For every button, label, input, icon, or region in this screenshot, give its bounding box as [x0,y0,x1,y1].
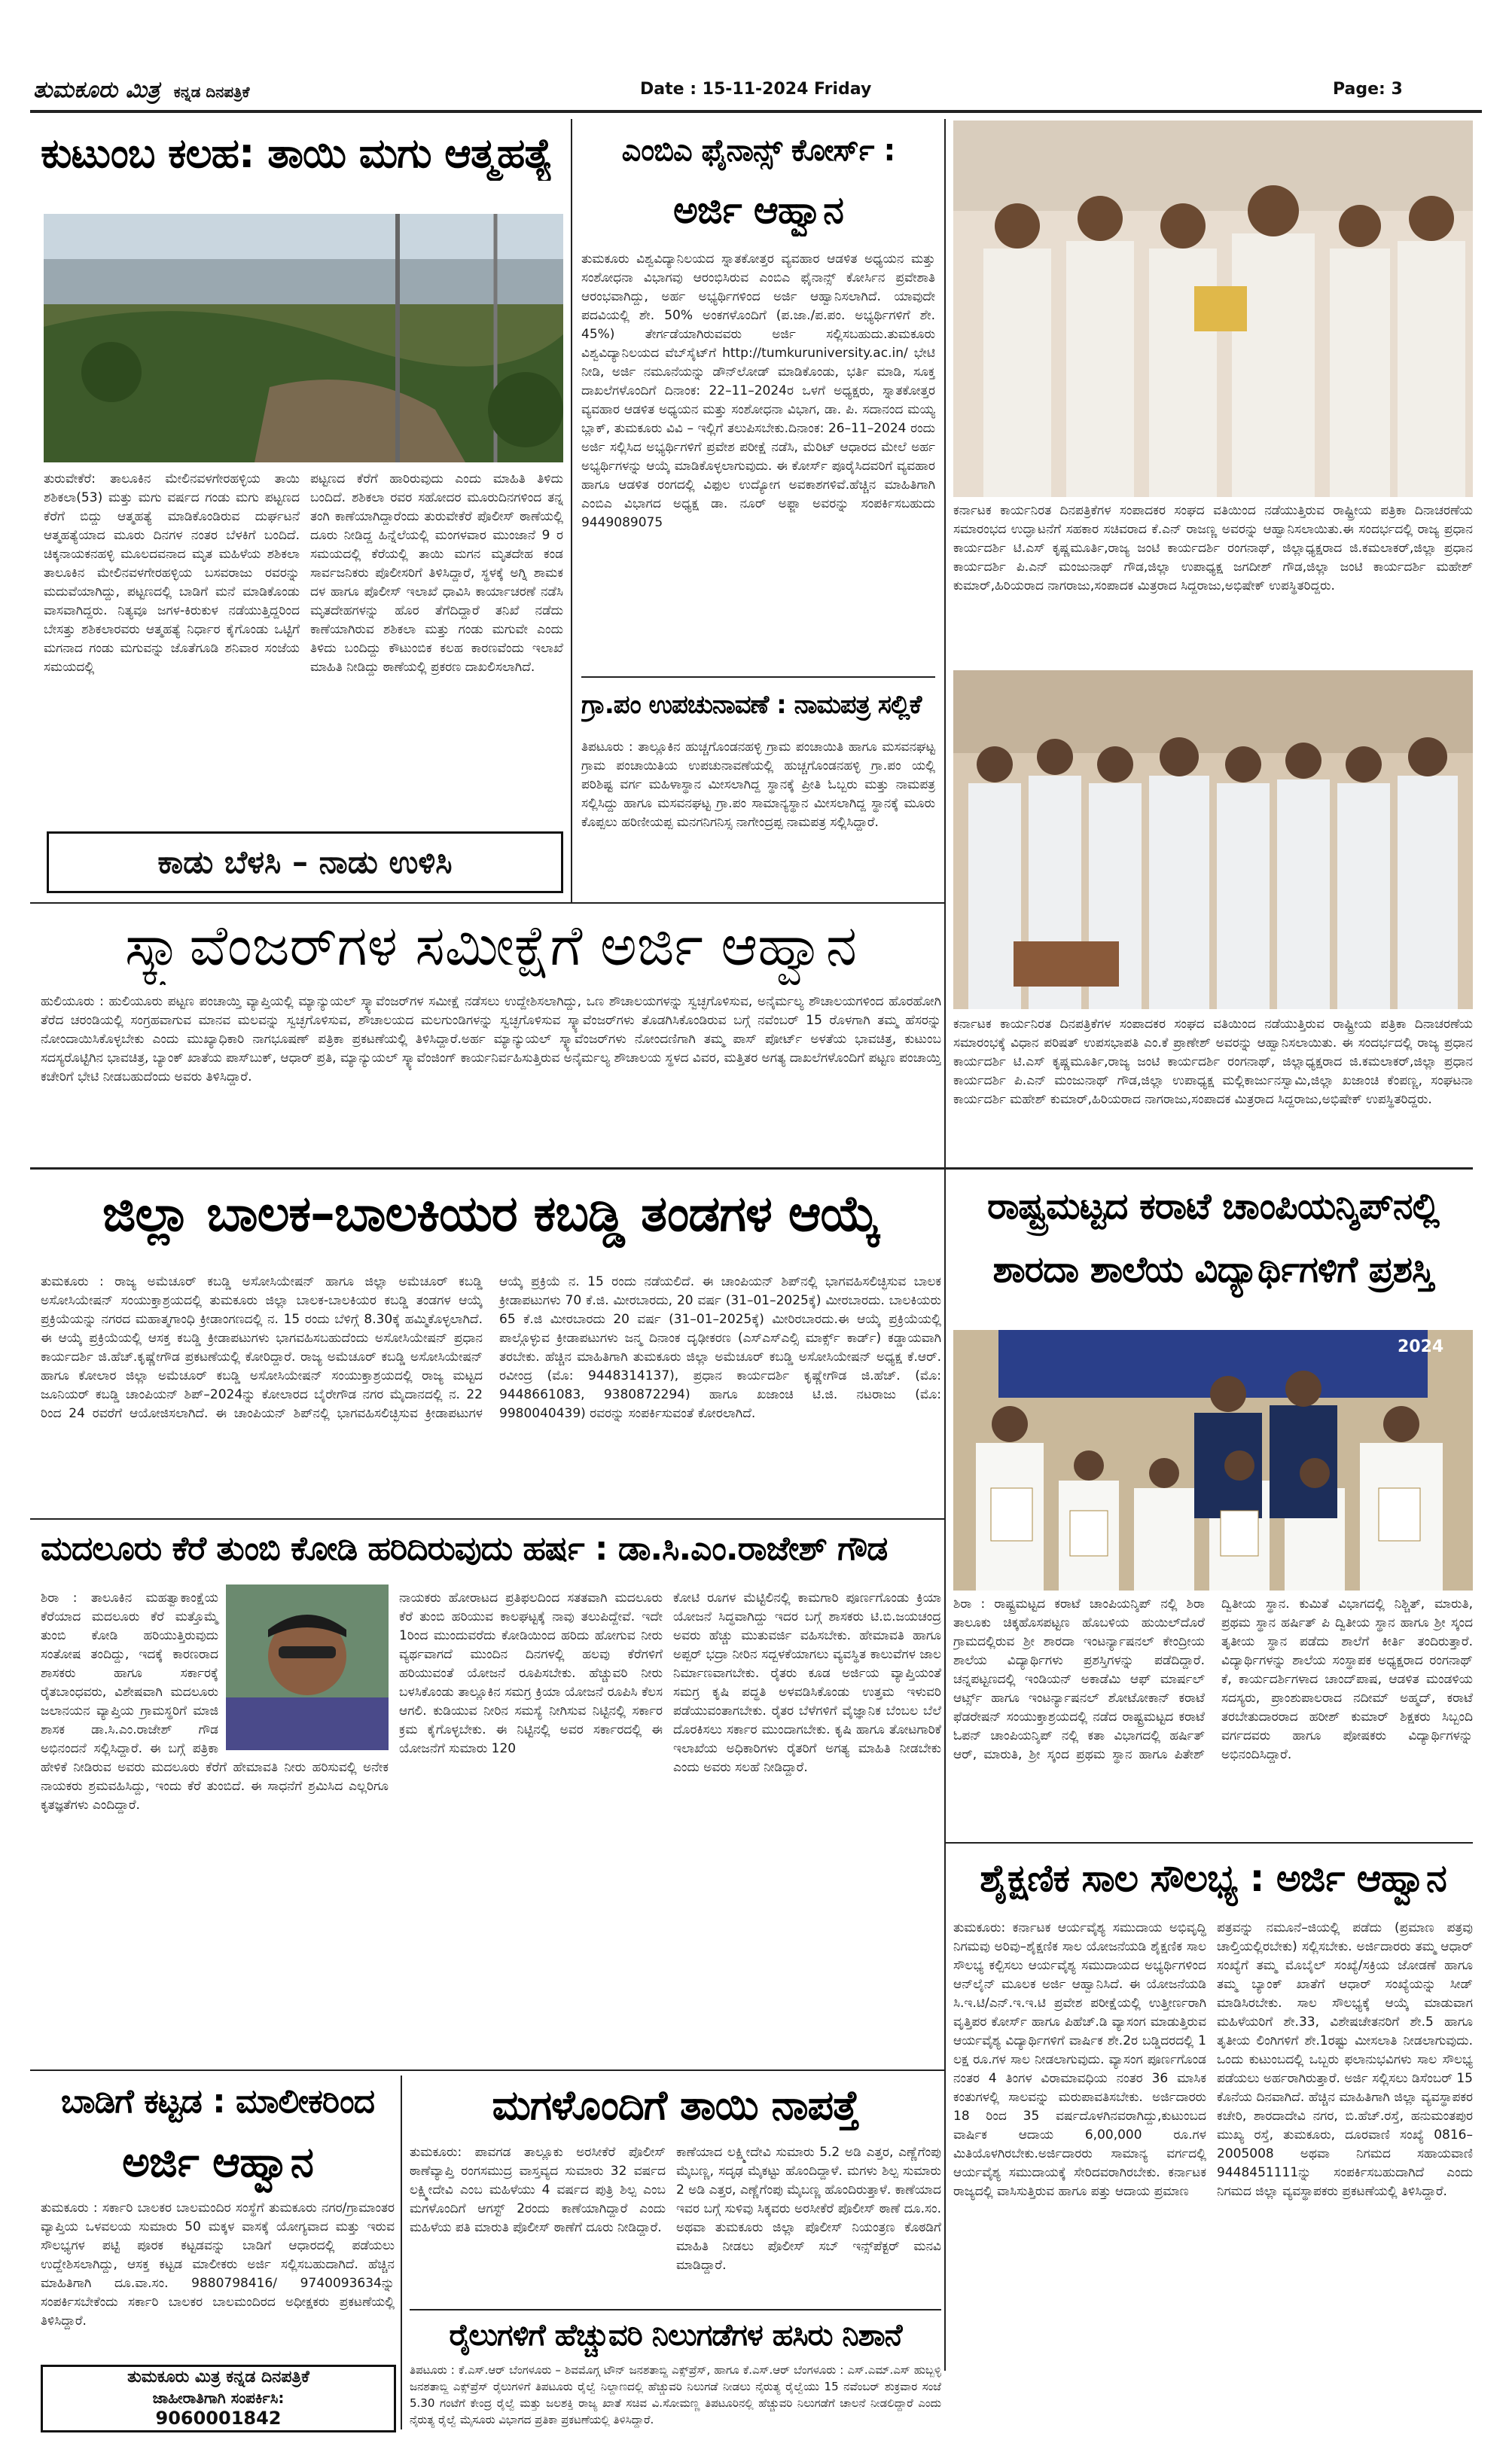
press-meeting-photo-2 [953,670,1473,1009]
press-meeting-image-2 [953,670,1473,1009]
lake-story-col3: ಕೋಟಿ ರೂಗಳ ಮೆಟ್ಟಿಲಿನಲ್ಲಿ ಕಾಮಗಾರಿ ಪೂರ್ಣಗೊಂಡು ಕ್ರಿಯಾ ಯೋಜನೆ ಸಿದ್ಧವಾಗಿದ್ದು ಇದರ ಬಗ್ಗೆ ಶಾಸಕರು ಟಿ.ಬಿ.ಜಯಚಂದ್ರ ಅವರು ಹೆಚ್ಚು ಮುತುವರ್ಜಿ ವಹಿಸಬೇಕು. ಹೇಮಾವತಿ ಹಾಗೂ ಅಪ್ಪರ್ ಭದ್ರಾ ನೀರಿನ ಸದ್ಬಳಕೆಯಾಗಲು ವ್ಯವಸ್ಥಿತ ಕಾಲುವೆಗಳ ಜಾಲ ನಿರ್ಮಾಣವಾಗಬೇಕು. ರೈತರು ಕೂಡ ಅರ್ಜಿಯ ವ್ಯಾಪ್ತಿಯಂತೆ ಸಮಗ್ರ ಕೃಷಿ ಪದ್ಧತಿ ಅಳವಡಿಸಿಕೊಂಡು ಉತ್ತಮ ಇಳುವರಿ ಪಡೆಯುವಂತಾಗಬೇಕು. ರೈತರ ಬೆಳೆಗಳಿಗೆ ವೈಜ್ಞಾನಿಕ ಬೆಂಬಲ ಬೆಲೆ ದೊರಕಿಸಲು ಸರ್ಕಾರ ಮುಂದಾಗಬೇಕು. ಕೃಷಿ ಹಾಗೂ ತೋಟಗಾರಿಕೆ ಇಲಾಖೆಯ ಅಧಿಕಾರಿಗಳು ರೈತರಿಗೆ ಅಗತ್ಯ ಮಾಹಿತಿ ನೀಡಬೇಕು ಎಂದು ಅವರು ಸಲಹೆ ನೀಡಿದ್ದಾರೆ. [673,1591,941,1775]
lake-shore-image [44,214,563,462]
masthead-rule [30,110,1482,113]
loan-story-col2: ಪತ್ರವನ್ನು ನಮೂನೆ–ಜಿಯಲ್ಲಿ ಪಡೆದು (ಪ್ರಮಾಣ ಪತ್ರವು ಚಾಲ್ತಿಯಲ್ಲಿರಬೇಕು) ಸಲ್ಲಿಸಬೇಕು. ಅರ್ಜಿದಾರರು ತಮ್ಮ ಆಧಾರ್ ಸಂಖ್ಯೆಗೆ ತಮ್ಮ ಮೊಬೈಲ್ ಸಂಖ್ಯೆ/ಸಕ್ರಿಯ ಜೋಡಣೆ ಹಾಗೂ ತಮ್ಮ ಬ್ಯಾಂಕ್ ಖಾತೆಗೆ ಆಧಾರ್ ಸಂಖ್ಯೆಯನ್ನು ಸೀಡ್ ಮಾಡಿಸಿರಬೇಕು. ಸಾಲ ಸೌಲಭ್ಯಕ್ಕೆ ಆಯ್ಕೆ ಮಾಡುವಾಗ ಮಹಿಳೆಯರಿಗೆ ಶೇ.33, ವಿಶೇಷಚೇತನರಿಗೆ ಶೇ.5 ಹಾಗೂ ತೃತೀಯ ಲಿಂಗಿಗಳಿಗೆ ಶೇ.1ರಷ್ಟು ಮೀಸಲಾತಿ ನೀಡಲಾಗುವುದು. ಒಂದು ಕುಟುಂಬದಲ್ಲಿ ಒಬ್ಬರು ಫಲಾನುಭವಿಗಳು ಸಾಲ ಸೌಲಭ್ಯ ಪಡೆಯಲು ಅರ್ಹರಾಗಿರುತ್ತಾರೆ. ಅರ್ಜಿ ಸಲ್ಲಿಸಲು ಡಿಸೆಂಬರ್ 15 ಕೊನೆಯ ದಿನವಾಗಿದೆ. ಹೆಚ್ಚಿನ ಮಾಹಿತಿಗಾಗಿ ಜಿಲ್ಲಾ ವ್ಯವಸ್ಥಾಪಕರ ಕಚೇರಿ, ಶಾರದಾದೇವಿ ನಗರ, ಬಿ.ಹೆಚ್.ರಸ್ತೆ, ಹನುಮಂತಪುರ ಮುಖ್ಯ ರಸ್ತೆ, ತುಮಕೂರು, ದೂರವಾಣಿ ಸಂಖ್ಯೆ 0816–2005008 ಅಥವಾ ನಿಗಮದ ಸಹಾಯವಾಣಿ 9448451111ನ್ನು ಸಂಪರ್ಕಿಸಬಹುದಾಗಿದೆ ಎಂದು ನಿಗಮದ ಜಿಲ್ಲಾ ವ್ಯವಸ್ಥಾಪಕರು ಪ್ರಕಟಣೆಯಲ್ಲಿ ತಿಳಿಸಿದ್ದಾರೆ. [1217,1920,1473,2199]
kabaddi-top-rule [30,1167,1473,1170]
ad-line2: ಜಾಹೀರಾತಿಗಾಗಿ ಸಂಪರ್ಕಿಸಿ: [152,2389,285,2407]
loan-top-rule [944,1842,1473,1844]
logo-tagline: ಕನ್ನಡ ದಿನಪತ್ರಿಕೆ [173,83,250,101]
missing-story-col1: ತುಮಕೂರು: ಪಾವಗಡ ತಾಲ್ಲೂಕು ಅರಸೀಕೆರೆ ಪೊಲೀಸ್ ಠಾಣೆವ್ಯಾಪ್ತಿ ರಂಗಸಮುದ್ರ ವಾಸ್ತವ್ಯದ ಸುಮಾರು 32 ವರ್ಷದ ಲಕ್ಷ್ಮೀದೇವಿ ಎಂಬ ಮಹಿಳೆಯು 4 ವರ್ಷದ ಪುತ್ರಿ ಶಿಲ್ಪ ಎಂಬ ಮಗಳೊಂದಿಗೆ ಆಗಸ್ಟ್ 2ರಂದು ಕಾಣೆಯಾಗಿದ್ದಾರೆ ಎಂದು ಮಹಿಳೆಯ ಪತಿ ಮಾರುತಿ ಪೊಲೀಸ್ ಠಾಣೆಗೆ ದೂರು ನೀಡಿದ್ದಾರೆ. [410,2145,666,2235]
family-story-col1: ತುರುವೇಕೆರೆ: ತಾಲೂಕಿನ ಮೇಲಿನವಳಗೇರಹಳ್ಳಿಯ ತಾಯಿ ಶಶಿಕಲಾ(53) ಮತ್ತು ಮಗು ವರ್ಷದ ಗಂಡು ಮಗು ಪಟ್ಟಣದ ಕೆರೆಗೆ ಬಿದ್ದು ಆತ್ಮಹತ್ಯೆ ಮಾಡಿಕೊಂಡಿರುವ ದುರ್ಘಟನೆ ಆತ್ಮಹತ್ಯೆಯಾದ ಮೂರು ದಿನಗಳ ನಂತರ ಬೆಳಕಿಗೆ ಬಂದಿದೆ. ಚಿಕ್ಕನಾಯಕನಹಳ್ಳಿ ಮೂಲದವನಾದ ಮೃತ ಮಹಿಳೆಯ ಶಶಿಕಲಾ ತಾಲೂಕಿನ ಮೇಲಿನವಳಗೇರಹಳ್ಳಿಯ ಬಸವರಾಜು ರವರನ್ನು ಮದುವೆಯಾಗಿದ್ದು, ಪಟ್ಟಣದಲ್ಲಿ ಬಾಡಿಗೆ ಮನೆ ಮಾಡಿಕೊಂಡು ವಾಸವಾಗಿದ್ದರು. ನಿತ್ಯವೂ ಜಗಳ-ಕಿರುಕುಳ ನಡೆಯುತ್ತಿದ್ದರಿಂದ ಬೇಸತ್ತು ಶಶಿಕಲಾರವರು ಆತ್ಮಹತ್ಯೆ ನಿರ್ಧಾರ ಕೈಗೊಂಡು ಒಟ್ಟಿಗೆ ಮಗನಾದ ಗಂಡು ಮಗುವನ್ನು ಜೊತೆಗೂಡಿ ಶನಿವಾರ ಸಂಜೆಯ ಸಮಯದಲ್ಲಿ [44,471,300,675]
ad-phone: 9060001842 [155,2408,282,2429]
advertisement-box [41,2365,396,2432]
grama-story-body: ತಿಪಟೂರು : ತಾಲ್ಲೂಕಿನ ಹುಚ್ಚಗೊಂಡನಹಳ್ಳಿ ಗ್ರಾಮ ಪಂಚಾಯಿತಿ ಹಾಗೂ ಮಸವನಘಟ್ಟ ಗ್ರಾಮ ಪಂಚಾಯಿತಿಯ ಉಪಚುನಾವಣೆಯಲ್ಲಿ ಹುಚ್ಚಗೊಂಡನಹಳ್ಳಿ ಗ್ರಾ.ಪಂ ಯಲ್ಲಿ ಪರಿಶಿಷ್ಟ ವರ್ಗ ಮಹಿಳಾಸ್ಥಾನ ಮೀಸಲಾಗಿದ್ದ ಸ್ಥಾನಕ್ಕೆ ಪ್ರೀತಿ ಓಬ್ಬರು ಮತ್ತು ನಾಮಪತ್ರ ಸಲ್ಲಿಸಿದ್ದು ಹಾಗೂ ಮಸವನಘಟ್ಟ ಗ್ರಾ.ಪಂ ಸಾಮಾನ್ಯಸ್ಥಾನ ಮೀಸಲಾಗಿದ್ದ ಸ್ಥಾನಕ್ಕೆ ಮೂರು ಕೊಪ್ಪಲು ಹರಿಣೀಯಪ್ಪ ಮನಗನಿಗನಿಸ್ಸ ನಾಗೇಂದ್ರಪ್ಪ ನಾಮಪತ್ರ ಸಲ್ಲಿಸಿದ್ದಾರೆ. [581,740,935,830]
slogan-text: ಕಾಡು ಬೆಳಸಿ – ನಾಡು ಉಳಿಸಿ [157,843,453,880]
headline-kabaddi-selection: ಜಿಲ್ಲಾ ಬಾಲಕ–ಬಾಲಕಿಯರ ಕಬಡ್ಡಿ ತಂಡಗಳ ಆಯ್ಕೆ [102,1185,880,1243]
lake-shore-photo [44,214,563,462]
family-story-col2: ಪಟ್ಟಣದ ಕೆರೆಗೆ ಹಾರಿರುವುದು ಎಂದು ಮಾಹಿತಿ ತಿಳಿದು ಬಂದಿದೆ. ಶಶಿಕಲಾ ರವರ ಸಹೋದರ ಮೂರುದಿನಗಳಿಂದ ತನ್ನ ತಂಗಿ ಕಾಣೆಯಾಗಿದ್ದಾರೆಂದು ತುರುವೇಕೆರೆ ಪೊಲೀಸ್ ಠಾಣೆಯಲ್ಲಿ ದೂರು ನೀಡಿದ್ದ ಹಿನ್ನೆಲೆಯಲ್ಲಿ ಮಂಗಳವಾರ ಮುಂಜಾನೆ 9 ರ ಸಮಯದಲ್ಲಿ ಕೆರೆಯಲ್ಲಿ ತಾಯಿ ಮಗನ ಮೃತದೇಹ ಕಂಡ ಸಾರ್ವಜನಿಕರು ಪೊಲೀಸರಿಗೆ ತಿಳಿಸಿದ್ದಾರೆ, ಸ್ಥಳಕ್ಕೆ ಅಗ್ನಿ ಶಾಮಕ ದಳ ಹಾಗೂ ಪೊಲೀಸ್ ಇಲಾಖೆ ಧಾವಿಸಿ ಕಾರ್ಯಾಚರಣೆ ನಡೆಸಿ ಮೃತದೇಹಗಳನ್ನು ಹೊರ ತೆಗೆದಿದ್ದಾರೆ ತನಿಖೆ ನಡೆದು ಕಾಣೆಯಾಗಿರುವ ಶಶಿಕಲಾ ಮತ್ತು ಗಂಡು ಮಗುವೇ ಎಂದು ತಿಳಿದು ಬಂದಿದ್ದು ಕೌಟುಂಬಿಕ ಕಲಹ ಕಾರಣವೆಂದು ಇಲಾಖೆ ಮಾಹಿತಿ ನೀಡಿದ್ದು ಠಾಣೆಯಲ್ಲಿ ಪ್ರಕರಣ ದಾಖಲಿಸಲಾಗಿದೆ. [310,471,563,675]
headline-madaluru-lake: ಮದಲೂರು ಕೆರೆ ತುಂಬಿ ಕೋಡಿ ಹರಿದಿರುವುದು ಹರ್ಷ : ಡಾ.ಸಿ.ಎಂ.ರಾಜೇಶ್ ಗೌಡ [41,1530,888,1568]
rail-top-rule [410,2309,941,2310]
press-meeting-image-1 [953,120,1473,497]
loan-story-col1: ತುಮಕೂರು: ಕರ್ನಾಟಕ ಆರ್ಯವೈಶ್ಯ ಸಮುದಾಯ ಅಭಿವೃದ್ಧಿ ನಿಗಮವು ಅರಿವು–ಶೈಕ್ಷಣಿಕ ಸಾಲ ಯೋಜನೆಯಡಿ ಶೈಕ್ಷಣಿಕ ಸಾಲ ಸೌಲಭ್ಯ ಕಲ್ಪಿಸಲು ಆರ್ಯವೈಶ್ಯ ಸಮುದಾಯದ ಅಭ್ಯರ್ಥಿಗಳಿಂದ ಆನ್‌ಲೈನ್ ಮೂಲಕ ಅರ್ಜಿ ಆಹ್ವಾನಿಸಿದೆ. ಈ ಯೋಜನೆಯಡಿ ಸಿ.ಇ.ಟಿ/ಎನ್.ಇ.ಇ.ಟಿ ಪ್ರವೇಶ ಪರೀಕ್ಷೆಯಲ್ಲಿ ಉತ್ತೀರ್ಣರಾಗಿ ವೃತ್ತಿಪರ ಕೋರ್ಸ್ ಹಾಗೂ ಪಿಹೆಚ್.ಡಿ ವ್ಯಾಸಂಗ ಮಾಡುತ್ತಿರುವ ಆರ್ಯವೈಶ್ಯ ವಿದ್ಯಾರ್ಥಿಗಳಿಗೆ ವಾರ್ಷಿಕ ಶೇ.2ರ ಬಡ್ಡಿದರದಲ್ಲಿ 1 ಲಕ್ಷ ರೂ.ಗಳ ಸಾಲ ನೀಡಲಾಗುವುದು. ವ್ಯಾಸಂಗ ಪೂರ್ಣಗೊಂಡ ನಂತರ 4 ತಿಂಗಳ ವಿರಾಮಾವಧಿಯ ನಂತರ 36 ಮಾಸಿಕ ಕಂತುಗಳಲ್ಲಿ ಸಾಲವನ್ನು ಮರುಪಾವತಿಸಬೇಕು. ಅರ್ಜಿದಾರರು 18 ರಿಂದ 35 ವರ್ಷದೊಳಗಿನವರಾಗಿದ್ದು,ಕುಟುಂಬದ ವಾರ್ಷಿಕ ಆದಾಯ 6,00,000 ರೂ.ಗಳ ಮಿತಿಯೊಳಗಿರಬೇಕು.ಅರ್ಜಿದಾರರು ಸಾಮಾನ್ಯ ವರ್ಗದಲ್ಲಿ ಆರ್ಯವೈಶ್ಯ ಸಮುದಾಯಕ್ಕೆ ಸೇರಿದವರಾಗಿರಬೇಕು. ಕರ್ನಾಟಕ ರಾಜ್ಯದಲ್ಲಿ ವಾಸಿಸುತ್ತಿರುವ ಹಾಗೂ ಪತ್ತು ಆದಾಯ ಪ್ರಮಾಣ [953,1920,1206,2199]
mba-story-body: ತುಮಕೂರು ವಿಶ್ವವಿದ್ಯಾನಿಲಯದ ಸ್ನಾತಕೋತ್ತರ ವ್ಯವಹಾರ ಆಡಳಿತ ಅಧ್ಯಯನ ಮತ್ತು ಸಂಶೋಧನಾ ವಿಭಾಗವು ಆರಂಭಿಸಿರುವ ಎಂಬಿಎ ಫೈನಾನ್ಸ್ ಕೋರ್ಸಿನ ಪ್ರವೇಶಾತಿ ಆರಂಭವಾಗಿದ್ದು, ಅರ್ಹ ಅಭ್ಯರ್ಥಿಗಳಿಂದ ಅರ್ಜಿ ಆಹ್ವಾನಿಸಲಾಗಿದೆ. ಯಾವುದೇ ಪದವಿಯಲ್ಲಿ ಶೇ. 50% ಅಂಕಗಳೊಂದಿಗೆ (ಪ.ಜಾ./ಪ.ಪಂ. ಅಭ್ಯರ್ಥಿಗಳಿಗೆ ಶೇ. 45%) ತೇರ್ಗಡೆಯಾಗಿರುವವರು ಅರ್ಜಿ ಸಲ್ಲಿಸಬಹುದು.ತುಮಕೂರು ವಿಶ್ವವಿದ್ಯಾನಿಲಯದ ವೆಬ್‌ಸೈಟ್‌ಗೆ http://tumkuruniversity.ac.in/ ಭೇಟಿ ನೀಡಿ, ಅರ್ಜಿ ನಮೂನೆಯನ್ನು ಡೌನ್‌ಲೋಡ್ ಮಾಡಿಕೊಂಡು, ಭರ್ತಿ ಮಾಡಿ, ಸೂಕ್ತ ದಾಖಲೆಗಳೊಂದಿಗೆ ದಿನಾಂಕ: 22–11–2024ರ ಒಳಗೆ ಅಧ್ಯಕ್ಷರು, ಸ್ನಾತಕೋತ್ತರ ವ್ಯವಹಾರ ಆಡಳಿತ ಅಧ್ಯಯನ ಮತ್ತು ಸಂಶೋಧನಾ ವಿಭಾಗ, ಡಾ. ಪಿ. ಸದಾನಂದ ಮಯ್ಯ ಬ್ಲಾಕ್, ತುಮಕೂರು ವಿವಿ – ಇಲ್ಲಿಗೆ ತಲುಪಿಸಬೇಕು.ದಿನಾಂಕ: 26–11–2024 ರಂದು ಅರ್ಜಿ ಸಲ್ಲಿಸಿದ ಅಭ್ಯರ್ಥಿಗಳಿಗೆ ಪ್ರವೇಶ ಪರೀಕ್ಷೆ ನಡೆಸಿ, ಮೆರಿಟ್ ಆಧಾರದ ಮೇಲೆ ಅರ್ಹ ಅಭ್ಯರ್ಥಿಗಳನ್ನು ಆಯ್ಕೆ ಮಾಡಿಕೊಳ್ಳಲಾಗುವುದು. ಈ ಕೋರ್ಸ್ ಪೂರೈಸಿದವರಿಗೆ ವ್ಯವಹಾರ ಹಾಗೂ ಆಡಳಿತ ರಂಗದಲ್ಲಿ ವಿಫುಲ ಉದ್ಯೋಗ ಅವಕಾಶಗಳಿವೆ.ಹೆಚ್ಚಿನ ಮಾಹಿತಿಗಾಗಿ ಎಂಬಿಎ ವಿಭಾಗದ ಅಧ್ಯಕ್ಷ ಡಾ. ನೂರ್ ಅಫ್ಜಾ ಅವರನ್ನು ಸಂಪರ್ಕಿಸಬಹುದು 9449089075 [581,252,935,530]
karate-students-photo [953,1330,1473,1591]
headline-scavenger-survey: ಸ್ಕ್ಯಾವೆಂಜರ್‌ಗಳ ಸಮೀಕ್ಷೆಗೆ ಅರ್ಜಿ ಆಹ್ವಾನ [125,913,857,978]
slogan-box [47,831,563,893]
ad-line1: ತುಮಕೂರು ಮಿತ್ರ ಕನ್ನಡ ದಿನಪತ್ರಿಕೆ [127,2368,309,2387]
masthead [0,0,1512,105]
headline-sharada-school-award: ಶಾರದಾ ಶಾಲೆಯ ವಿದ್ಯಾರ್ಥಿಗಳಿಗೆ ಪ್ರಶಸ್ತಿ [992,1249,1434,1291]
col-divider-2 [944,119,946,2371]
rail-story-body: ತಿಪಟೂರು : ಕೆ.ಎಸ್.ಆರ್ ಬೆಂಗಳೂರು – ಶಿವಮೊಗ್ಗ ಟೌನ್ ಜನಶತಾಬ್ದಿ ಎಕ್ಸ್‌ಪ್ರೆಸ್, ಹಾಗೂ ಕೆ.ಎಸ್.ಆರ್ ಬೆಂಗಳೂರು : ಎಸ್.ಎಮ್.ಎಸ್ ಹುಬ್ಬಳ್ಳಿ ಜನಶತಾಬ್ದಿ ಎಕ್ಸ್‌ಪ್ರೆಸ್ ರೈಲುಗಳಿಗೆ ತಿಪಟೂರು ರೈಲ್ವೆ ನಿಲ್ದಾಣದಲ್ಲಿ ಹೆಚ್ಚುವರಿ ನಿಲುಗಡೆ ನೀಡಲು ನೈರುತ್ಯ ರೈಲ್ವೆಯು 15 ನವೆಂಬರ್ ಶುಕ್ರವಾರ ಸಂಜೆ 5.30 ಗಂಟೆಗೆ ಕೇಂದ್ರ ರೈಲ್ವೆ ಮತ್ತು ಜಲಶಕ್ತಿ ರಾಜ್ಯ ಖಾತೆ ಸಚಿವ ವಿ.ಸೋಮಣ್ಣ ತಿಪಟೂರಿನಲ್ಲಿ ಹೆಚ್ಚುವರಿ ನಿಲುಗಡೆಗೆ ಚಾಲನೆ ನೀಡಲಿದ್ದಾರೆ ಎಂದು ನೈರುತ್ಯ ರೈಲ್ವೆ ಮೈಸೂರು ವಿಭಾಗದ ಪ್ರತಿಕಾ ಪ್ರಕಟಣೆಯಲ್ಲಿ ತಿಳಿಸಿದ್ದಾರೆ. [410,2363,941,2426]
issue-date: Date : 15-11-2024 Friday [640,80,872,99]
headline-rent-invite: ಅರ್ಜಿ ಆಹ್ವಾನ [122,2138,313,2187]
masthead-logo [33,77,249,103]
lake-story-col2: ನಾಯಕರು ಹೋರಾಟದ ಪ್ರತಿಫಲದಿಂದ ಸತತವಾಗಿ ಮದಲೂರು ಕೆರೆ ತುಂಬಿ ಹರಿಯುವ ಕಾಲಘಟ್ಟಕ್ಕೆ ನಾವು ತಲುಪಿದ್ದೇವೆ. ಇದೇ 1ರಿಂದ ಮುಂದುವರೆದು ಕೋಡಿಯಿಂದ ಹರಿದು ಹೋಗುವ ನೀರು ವ್ಯರ್ಥವಾಗದೆ ಮುಂದಿನ ದಿನಗಳಲ್ಲಿ ಹಲವು ಕೆರೆಗಳಿಗೆ ಹರಿಯುವಂತೆ ಯೋಜನೆ ರೂಪಿಸಬೇಕು. ಹೆಚ್ಚುವರಿ ನೀರು ಬಳಸಿಕೊಂಡು ತಾಲ್ಲೂಕಿನ ಸಮಗ್ರ ಕ್ರಿಯಾ ಯೋಜನೆ ರೂಪಿಸಿ ಕೆಲಸ ಆಗಲಿ. ಕುಡಿಯುವ ನೀರಿನ ಸಮಸ್ಯೆ ನೀಗಿಸುವ ನಿಟ್ಟಿನಲ್ಲಿ ಸರ್ಕಾರ ಕ್ರಮ ಕೈಗೊಳ್ಳಬೇಕು. ಈ ನಿಟ್ಟಿನಲ್ಲಿ ಅವರ ಸರ್ಕಾರದಲ್ಲಿ ಈ ಯೋಜನೆಗೆ ಸುಮಾರು 120 [399,1591,663,1756]
rent-story-body: ತುಮಕೂರು : ಸರ್ಕಾರಿ ಬಾಲಕರ ಬಾಲಮಂದಿರ ಸಂಸ್ಥೆಗೆ ತುಮಕೂರು ನಗರ/ಗ್ರಾಮಾಂತರ ವ್ಯಾಪ್ತಿಯ ಒಳವಲಯ ಸುಮಾರು 50 ಮಕ್ಕಳ ವಾಸಕ್ಕೆ ಯೋಗ್ಯವಾದ ಮತ್ತು ಇರುವ ಸೌಲಭ್ಯಗಳ ಪಟ್ಟಿ ಪೂರಕ ಕಟ್ಟಡವನ್ನು ಬಾಡಿಗೆ ಆಧಾರದಲ್ಲಿ ಪಡೆಯಲು ಉದ್ದೇಶಿಸಲಾಗಿದ್ದು, ಆಸಕ್ತ ಕಟ್ಟಡ ಮಾಲೀಕರು ಅರ್ಜಿ ಸಲ್ಲಿಸಬಹುದಾಗಿದೆ. ಹೆಚ್ಚಿನ ಮಾಹಿತಿಗಾಗಿ ದೂ.ವಾ.ಸಂ. 9880798416/ 9740093634ನ್ನು ಸಂಪರ್ಕಿಸಬೇಕೆಂದು ಸರ್ಕಾರಿ ಬಾಲಕರ ಬಾಲಮಂದಿರದ ಅಧೀಕ್ಷಕರು ಪ್ರಕಟಣೆಯಲ್ಲಿ ತಿಳಿಸಿದ್ದಾರೆ. [41,2201,395,2329]
col-divider-3 [401,2076,402,2429]
logo-text: ತುಮಕೂರು ಮಿತ್ರ [33,77,160,103]
portrait-spacer [218,1589,389,1756]
press-meeting-photo-1 [953,120,1473,497]
headline-mother-missing: ಮಗಳೊಂದಿಗೆ ತಾಯಿ ನಾಪತ್ತೆ [492,2082,859,2129]
lower-top-rule [30,2069,944,2071]
headline-grama-panchayat: ಗ್ರಾ.ಪಂ ಉಪಚುನಾವಣೆ : ನಾಮಪತ್ರ ಸಲ್ಲಿಕೆ [581,690,922,720]
page-number: Page: 3 [1333,80,1403,99]
photo2-caption: ಕರ್ನಾಟಕ ಕಾರ್ಯನಿರತ ದಿನಪತ್ರಿಕೆಗಳ ಸಂಪಾದಕರ ಸಂಘದ ವತಿಯಿಂದ ನಡೆಯುತ್ತಿರುವ ರಾಷ್ಟ್ರೀಯ ಪತ್ರಿಕಾ ದಿನಾಚರಣೆಯ ಸಮಾರಂಭಕ್ಕೆ ವಿಧಾನ ಪರಿಷತ್ ಉಪಸಭಾಪತಿ ಎಂ.ಕೆ ಪ್ರಾಣೇಶ್ ಅವರನ್ನು ಆಹ್ವಾನಿಸಲಾಯಿತು. ಈ ಸಂದರ್ಭದಲ್ಲಿ ರಾಜ್ಯ ಪ್ರಧಾನ ಕಾರ್ಯದರ್ಶಿ ಟಿ.ಎಸ್ ಕೃಷ್ಣಮೂರ್ತಿ,ರಾಜ್ಯ ಜಂಟಿ ಕಾರ್ಯದರ್ಶಿ ರಂಗನಾಥ್, ಜಿಲ್ಲಾಧ್ಯಕ್ಷರಾದ ಜಿ.ಕಮಲಾಕರ್,ಜಿಲ್ಲಾ ಪ್ರಧಾನ ಕಾರ್ಯದರ್ಶಿ ಪಿ.ಎನ್ ಮಂಜುನಾಥ್ ಗೌಡ,ಜಿಲ್ಲಾ ಉಪಾಧ್ಯಕ್ಷ ಮಲ್ಲಿಕಾರ್ಜುನಸ್ವಾಮಿ,ಜಿಲ್ಲಾ ಖಜಾಂಚಿ ಕೆಂಪಣ್ಣ, ಸಂಘಟನಾ ಕಾರ್ಯದರ್ಶಿ ಮಹೇಶ್ ಕುಮಾರ್,ಹಿರಿಯರಾದ ನಾಗರಾಜು,ಸಂಪಾದಕ ಮಿತ್ರರಾದ ಸಿದ್ದರಾಜು,ಅಭಿಷೇಕ್ ಉಪಸ್ಥಿತರಿದ್ದರು. [953,1017,1473,1107]
mba-bottom-rule [581,676,935,678]
photo1-caption: ಕರ್ನಾಟಕ ಕಾರ್ಯನಿರತ ದಿನಪತ್ರಿಕೆಗಳ ಸಂಪಾದಕರ ಸಂಘದ ವತಿಯಿಂದ ನಡೆಯುತ್ತಿರುವ ರಾಷ್ಟ್ರೀಯ ಪತ್ರಿಕಾ ದಿನಾಚರಣೆಯ ಸಮಾರಂಭದ ಉದ್ಘಾಟನೆಗೆ ಸಹಕಾರ ಸಚಿವರಾದ ಕೆ.ಎನ್ ರಾಜಣ್ಣ ಅವರನ್ನು ಆಹ್ವಾನಿಸಲಾಯಿತು.ಈ ಸಂದರ್ಭದಲ್ಲಿ ರಾಜ್ಯ ಪ್ರಧಾನ ಕಾರ್ಯದರ್ಶಿ ಟಿ.ಎಸ್ ಕೃಷ್ಣಮೂರ್ತಿ,ರಾಜ್ಯ ಜಂಟಿ ಕಾರ್ಯದರ್ಶಿ ರಂಗನಾಥ್, ಜಿಲ್ಲಾಧ್ಯಕ್ಷರಾದ ಜಿ.ಕಮಲಾಕರ್,ಜಿಲ್ಲಾ ಪ್ರಧಾನ ಕಾರ್ಯದರ್ಶಿ ಪಿ.ಎನ್ ಮಂಜುನಾಥ್ ಗೌಡ,ಜಿಲ್ಲಾ ಉಪಾಧ್ಯಕ್ಷ ಜಗದೀಶ್ ಗೌಡ,ಜಿಲ್ಲಾ ಜಂಟಿ ಕಾರ್ಯದರ್ಶಿ ಮಹೇಶ್ ಕುಮಾರ್,ಹಿರಿಯರಾದ ನಾಗರಾಜು,ಸಂಪಾದಕ ಮಿತ್ರರಾದ ಸಿದ್ದರಾಜು,ಅಭಿಷೇಕ್ ಉಪಸ್ಥಿತರಿದ್ದರು. [953,503,1473,593]
headline-mba-course: ಎಂಬಿಎ ಫೈನಾನ್ಸ್ ಕೋರ್ಸ್ : [621,133,895,168]
karate-story-body: ಶಿರಾ : ರಾಷ್ಟ್ರಮಟ್ಟದ ಕರಾಟೆ ಚಾಂಪಿಯನ್ಶಿಪ್ ನಲ್ಲಿ ಶಿರಾ ತಾಲೂಕು ಚಿಕ್ಕಹೊಸಪಟ್ಟಣ ಹೊಬಳಿಯ ಹುಯಿಲ್‌ದೊರೆ ಗ್ರಾಮದಲ್ಲಿರುವ ಶ್ರೀ ಶಾರದಾ ಇಂಟರ್ನ್ಯಾಷನಲ್ ಕೇಂದ್ರೀಯ ಶಾಲೆಯ ವಿದ್ಯಾರ್ಥಿಗಳು ಪ್ರಶಸ್ತಿಗಳನ್ನು ಪಡೆದಿದ್ದಾರೆ. ಚನ್ನಪಟ್ಟಣದಲ್ಲಿ ಇಂಡಿಯನ್ ಅಕಾಡೆಮಿ ಆಫ್ ಮಾರ್ಷಲ್ ಆರ್ಟ್ಸ್ ಹಾಗೂ ಇಂಟರ್ನ್ಯಾಷನಲ್ ಶೋಟೋಕಾನ್ ಕರಾಟೆ ಫೆಡರೇಷನ್ ಸಂಯುಕ್ತಾಶ್ರಯದಲ್ಲಿ ನಡೆದ ರಾಷ್ಟ್ರಮಟ್ಟದ ಕರಾಟೆ ಓಪನ್ ಚಾಂಪಿಯನ್ಶಿಪ್ ನಲ್ಲಿ ಕತಾ ವಿಭಾಗದಲ್ಲಿ ಹರ್ಷಿತ್ ಆರ್, ಮಾರುತಿ, ಶ್ರೀ ಸ್ಕಂದ ಪ್ರಥಮ ಸ್ಥಾನ ಹಾಗೂ ಪಿತೇಶ್ ದ್ವಿತೀಯ ಸ್ಥಾನ. ಕುಮಿತೆ ವಿಭಾಗದಲ್ಲಿ ನಿಶ್ಚಿತ್, ಮಾರುತಿ, ಪ್ರಥಮ ಸ್ಥಾನ ಹರ್ಷಿತ್ ಪಿ ದ್ವಿತೀಯ ಸ್ಥಾನ ಹಾಗೂ ಶ್ರೀ ಸ್ಕಂದ ತೃತೀಯ ಸ್ಥಾನ ಪಡೆದು ಶಾಲೆಗೆ ಕೀರ್ತಿ ತಂದಿರುತ್ತಾರೆ. ವಿದ್ಯಾರ್ಥಿಗಳನ್ನು ಶಾಲೆಯ ಸಂಸ್ಥಾಪಕ ಅಧ್ಯಕ್ಷರಾದ ರಂಗನಾಥ್ ಕೆ, ಕಾರ್ಯದರ್ಶಿಗಳಾದ ಚಾಂದ್‌ಪಾಷ, ಆಡಳಿತ ಮಂಡಳಿಯ ಸದಸ್ಯರು, ಪ್ರಾಂಶುಪಾಲರಾದ ನದೀಮ್ ಅಹ್ಮದ್, ಕರಾಟೆ ತರಬೇತುದಾರರಾದ ಹರೀಶ್ ಕುಮಾರ್ ಶಿಕ್ಷಕರು ಸಿಬ್ಬಂದಿ ವರ್ಗದವರು ಹಾಗೂ ಪೋಷಕರು ವಿದ್ಯಾರ್ಥಿಗಳನ್ನು ಅಭಿನಂದಿಸಿದ್ದಾರೆ. [953,1597,1473,1762]
headline-rail-stops: ರೈಲುಗಳಿಗೆ ಹೆಚ್ಚುವರಿ ನಿಲುಗಡೆಗಳ ಹಸಿರು ನಿಶಾನೆ [449,2318,902,2353]
banner-year: 2024 [1398,1337,1444,1356]
kabaddi-story-body: ತುಮಕೂರು : ರಾಜ್ಯ ಅಮೆಚೂರ್ ಕಬಡ್ಡಿ ಅಸೋಸಿಯೇಷನ್ ಹಾಗೂ ಜಿಲ್ಲಾ ಅಮೆಚೂರ್ ಕಬಡ್ಡಿ ಅಸೋಸಿಯೇಷನ್ ಸಂಯುಕ್ತಾಶ್ರಯದಲ್ಲಿ ತುಮಕೂರು ಜಿಲ್ಲಾ ಬಾಲಕ-ಬಾಲಕಿಯರ ಕಬಡ್ಡಿ ತಂಡಗಳ ಆಯ್ಕೆ ಪ್ರಕ್ರಿಯೆಯನ್ನು ನಗರದ ಮಹಾತ್ಮಗಾಂಧಿ ಕ್ರೀಡಾಂಗಣದಲ್ಲಿ ನ. 15 ರಂದು ಬೆಳಿಗ್ಗೆ 8.30ಕ್ಕೆ ಹಮ್ಮಿಕೊಳ್ಳಲಾಗಿದೆ. ಈ ಆಯ್ಕೆ ಪ್ರಕ್ರಿಯೆಯಲ್ಲಿ ಆಸಕ್ತ ಕಬಡ್ಡಿ ಕ್ರೀಡಾಪಟುಗಳು ಭಾಗವಹಿಸಬಹುದೆಂದು ಅಸೋಸಿಯೇಷನ್ ಪ್ರಧಾನ ಕಾರ್ಯದರ್ಶಿ ಜಿ.ಹೆಚ್.ಕೃಷ್ಣೇಗೌಡ ಪ್ರಕಟಣೆಯಲ್ಲಿ ಕೋರಿದ್ದಾರೆ. ರಾಜ್ಯ ಅಮೆಚೂರ್ ಕಬಡ್ಡಿ ಅಸೋಸಿಯೇಷನ್ ಹಾಗೂ ಕೋಲಾರ ಜಿಲ್ಲಾ ಅಮೆಚೂರ್ ಕಬಡ್ಡಿ ಅಸೋಸಿಯೇಷನ್ ಸಂಯುಕ್ತಾಶ್ರಯದಲ್ಲಿ ರಾಜ್ಯ ಮಟ್ಟದ ಜೂನಿಯರ್ ಕಬಡ್ಡಿ ಚಾಂಪಿಯನ್ ಶಿಪ್–2024ನ್ನು ಕೋಲಾರದ ಬೈರೇಗೌಡ ನಗರ ಮೈದಾನದಲ್ಲಿ ನ. 22 ರಿಂದ 24 ರವರೆಗೆ ಆಯೋಜಿಸಲಾಗಿದೆ. ಈ ಚಾಂಪಿಯನ್ ಶಿಪ್‌ನಲ್ಲಿ ಭಾಗವಹಿಸಲಿಚ್ಛಿಸುವ ಕ್ರೀಡಾಪಟುಗಳ ಆಯ್ಕೆ ಪ್ರಕ್ರಿಯೆ ನ. 15 ರಂದು ನಡೆಯಲಿದೆ. ಈ ಚಾಂಪಿಯನ್ ಶಿಪ್‌ನಲ್ಲಿ ಭಾಗವಹಿಸಲಿಚ್ಛಿಸುವ ಬಾಲಕ ಕ್ರೀಡಾಪಟುಗಳು 70 ಕೆ.ಜಿ. ಮೀರಬಾರದು, 20 ವರ್ಷ (31–01–2025ಕ್ಕೆ) ಮೀರಬಾರದು. ಬಾಲಕಿಯರು 65 ಕೆ.ಜಿ ಮೀರಬಾರದು 20 ವರ್ಷ (31–01–2025ಕ್ಕೆ) ಮೀರಿರಬಾರದು.ಈ ಆಯ್ಕೆ ಪ್ರಕ್ರಿಯೆಯಲ್ಲಿ ಪಾಲ್ಗೊಳ್ಳುವ ಕ್ರೀಡಾಪಟುಗಳು ಜನ್ಮ ದಿನಾಂಕ ದೃಢೀಕರಣ (ಎಸ್ಎಸ್ಎಲ್ಸಿ ಮಾರ್ಕ್ಸ್ ಕಾರ್ಡ್) ಕಡ್ಡಾಯವಾಗಿ ತರಬೇಕು. ಹೆಚ್ಚಿನ ಮಾಹಿತಿಗಾಗಿ ತುಮಕೂರು ಜಿಲ್ಲಾ ಅಮೆಚೂರ್ ಕಬಡ್ಡಿ ಅಸೋಸಿಯೇಷನ್ ಅಧ್ಯಕ್ಷ ಕೆ.ಆರ್. ರವೀಂದ್ರ (ಮೊ: 9448314137), ಪ್ರಧಾನ ಕಾರ್ಯದರ್ಶಿ ಕೃಷ್ಣೇಗೌಡ ಜಿ.ಹೆಚ್. (ಮೊ: 9448661083, 9380872294) ಹಾಗೂ ಖಜಾಂಚಿ ಟಿ.ಜಿ. ನಟರಾಜು (ಮೊ: 9980040439) ರವರನ್ನು ಸಂಪರ್ಕಿಸುವಂತೆ ಕೋರಲಾಗಿದೆ. [41,1274,941,1421]
headline-mba-invite: ಅರ್ಜಿ ಆಹ್ವಾನ [673,188,843,232]
lake-story-col1: ಶಿರಾ : ತಾಲೂಕಿನ ಮಹತ್ವಾಕಾಂಕ್ಷೆಯ ಕೆರೆಯಾದ ಮದಲೂರು ಕೆರೆ ಮತ್ತೊಮ್ಮೆ ತುಂಬಿ ಕೋಡಿ ಹರಿಯುತ್ತಿರುವುದು ಸಂತೋಷ ತಂದಿದ್ದು, ಇದಕ್ಕೆ ಕಾರಣರಾದ ಶಾಸಕರು ಹಾಗೂ ಸರ್ಕಾರಕ್ಕೆ ರೈತಬಾಂಧವರು, ವಿಶೇಷವಾಗಿ ಮದಲೂರು ಜಲಾನಯನ ವ್ಯಾಪ್ತಿಯ ಗ್ರಾಮಸ್ಥರಿಗೆ ಮಾಜಿ ಶಾಸಕ ಡಾ.ಸಿ.ಎಂ.ರಾಜೇಶ್ ಗೌಡ ಅಭಿನಂದನೆ ಸಲ್ಲಿಸಿದ್ದಾರೆ. ಈ ಬಗ್ಗೆ ಪತ್ರಿಕಾ ಹೇಳಿಕೆ ನೀಡಿರುವ ಅವರು ಮದಲೂರು ಕೆರೆಗೆ ಹೇಮಾವತಿ ನೀರು ಹರಿಸುವಲ್ಲಿ ಅನೇಕ ನಾಯಕರು ಶ್ರಮವಹಿಸಿದ್ದು, ಇಂದು ಕೆರೆ ತುಂಬಿದೆ. ಈ ಸಾಧನೆಗೆ ಶ್ರಮಿಸಿದ ಎಲ್ಲರಿಗೂ ಕೃತಜ್ಞತೆಗಳು ಎಂದಿದ್ದಾರೆ. [41,1591,389,1813]
headline-education-loan: ಶೈಕ್ಷಣಿಕ ಸಾಲ ಸೌಲಭ್ಯ : ಅರ್ಜಿ ಆಹ್ವಾನ [980,1856,1446,1900]
missing-story-col2: ಕಾಣೆಯಾದ ಲಕ್ಷ್ಮೀದೇವಿ ಸುಮಾರು 5.2 ಅಡಿ ಎತ್ತರ, ಎಣ್ಣೆಗೆಂಪು ಮೈಬಣ್ಣ, ಸದೃಢ ಮೈಕಟ್ಟು ಹೊಂದಿದ್ದಾಳೆ. ಮಗಳು ಶಿಲ್ಪ ಸುಮಾರು 2 ಅಡಿ ಎತ್ತರ, ಎಣ್ಣೆಗೆಂಪು ಮೈಬಣ್ಣ ಹೊಂದಿರುತ್ತಾಳೆ. ಕಾಣೆಯಾದ ಇವರ ಬಗ್ಗೆ ಸುಳಿವು ಸಿಕ್ಕವರು ಅರಸೀಕೆರೆ ಪೊಲೀಸ್ ಠಾಣೆ ದೂ.ಸಂ. ಅಥವಾ ತುಮಕೂರು ಜಿಲ್ಲಾ ಪೊಲೀಸ್ ನಿಯಂತ್ರಣ ಕೊಠಡಿಗೆ ಮಾಹಿತಿ ನೀಡಲು ಪೊಲೀಸ್ ಸಬ್ ಇನ್ಸ್‌ಪೆಕ್ಟರ್ ಮನವಿ ಮಾಡಿದ್ದಾರೆ. [676,2145,941,2273]
scavenger-top-rule [30,902,944,904]
col-divider-1 [571,119,572,902]
lake-top-rule [30,1518,944,1520]
karate-students-image [953,1330,1473,1591]
headline-karate-championship: ರಾಷ್ಟ್ರಮಟ್ಟದ ಕರಾಟೆ ಚಾಂಪಿಯನ್ಶಿಪ್‌ನಲ್ಲಿ [987,1185,1439,1228]
headline-family-dispute: ಕುಟುಂಬ ಕಲಹ: ತಾಯಿ ಮಗು ಆತ್ಮಹತ್ಯೆ [41,130,553,177]
headline-rent-building: ಬಾಡಿಗೆ ಕಟ್ಟಡ : ಮಾಲೀಕರಿಂದ [60,2082,375,2121]
scavenger-story-body: ಹುಲಿಯೂರು : ಹುಲಿಯೂರು ಪಟ್ಟಣ ಪಂಚಾಯ್ತಿ ವ್ಯಾಪ್ತಿಯಲ್ಲಿ ಮ್ಯಾನ್ಯುಯಲ್ ಸ್ಕ್ಯಾವೆಂಜರ್‌ಗಳ ಸಮೀಕ್ಷೆ ನಡೆಸಲು ಉದ್ದೇಶಿಸಲಾಗಿದ್ದು, ಒಣ ಶೌಚಾಲಯಗಳನ್ನು ಸ್ವಚ್ಛಗೊಳಿಸುವ, ಅನೈರ್ಮಲ್ಯ ಶೌಚಾಲಯಗಳಿಂದ ಹೊರಹೋಗಿ ತೆರೆದ ಚರಂಡಿಯಲ್ಲಿ ಸಂಗ್ರಹವಾಗುವ ಮಾನವ ಮಲವನ್ನು ಸ್ವಚ್ಛಗೊಳಿಸುವ, ಶೌಚಾಲಯದ ಮಲಗುಂಡಿಗಳನ್ನು ಸ್ವಚ್ಛಗೊಳಿಸುವ ಸ್ಕ್ಯಾವೆಂಜರ್‌ಗಳು ತೊಡಗಿಸಿಕೊಂಡಿರುವ ಬಗ್ಗೆ ನವೆಂಬರ್ 15 ರೊಳಗಾಗಿ ತಮ್ಮ ಹೆಸರನ್ನು ನೋಂದಾಯಿಸಿಕೊಳ್ಳಬೇಕು ಎಂದು ಮುಖ್ಯಾಧಿಕಾರಿ ನಾಗಭೂಷಣ್ ಪತ್ರಿಕಾ ಪ್ರಕಟಣೆಯಲ್ಲಿ ತಿಳಿಸಿದ್ದಾರೆ.ಅರ್ಹ ಮ್ಯಾನ್ಯುಯಲ್ ಸ್ಕ್ಯಾವೆಂಜರ್‌ಗಳು ನೋಂದಣಿಗಾಗಿ ತಮ್ಮ ಪಾಸ್ ಪೋರ್ಟ್ ಅಳತೆಯ ಭಾವಚಿತ್ರ, ಕುಟುಂಬ ಸದಸ್ಯರೊಟ್ಟಿಗಿನ ಭಾವಚಿತ್ರ, ಬ್ಯಾಂಕ್ ಖಾತೆಯ ಪಾಸ್‌ಬುಕ್, ಆಧಾರ್ ಪ್ರತಿ, ಮ್ಯಾನ್ಯುಯಲ್ ಸ್ಕ್ಯಾವೆಂಜಿಂಗ್ ಕಾರ್ಯನಿರ್ವಹಿಸುತ್ತಿರುವ ಅನೈರ್ಮಲ್ಯ ಶೌಚಾಲಯ ಸ್ಥಳದ ವಿವರ, ಮತ್ತಿತರ ಅಗತ್ಯ ದಾಖಲೆಗಳೊಂದಿಗೆ ಪಟ್ಟಣ ಪಂಚಾಯ್ತಿ ಕಚೇರಿಗೆ ಭೇಟಿ ನೀಡಬಹುದೆಂದು ಅವರು ತಿಳಿಸಿದ್ದಾರೆ. [41,994,941,1084]
